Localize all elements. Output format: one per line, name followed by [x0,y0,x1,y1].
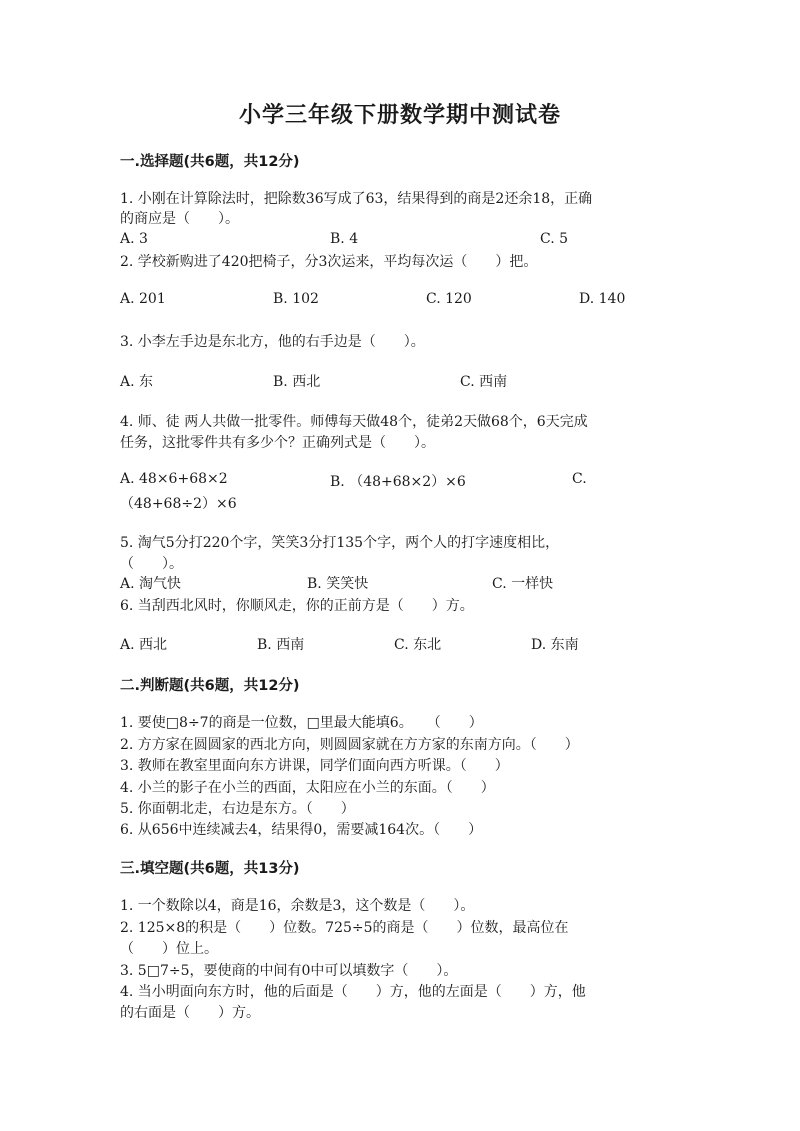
answer-option: C. 120 [426,291,472,307]
answer-option: B. 西北 [273,374,321,390]
question-line: 2. 125×8的积是（ ）位数。725÷5的商是（ ）位数，最高位在 [120,920,569,936]
question-line: 6. 当刮西北风时，你顺风走，你的正前方是（ ）方。 [120,598,474,614]
question-line: 6. 从656中连续减去4，结果得0，需要减164次。（ ） [120,822,483,838]
question-line: 3. 小李左手边是东北方，他的右手边是（ ）。 [120,334,425,350]
answer-option: A. 48×6+68×2 [120,471,228,487]
question-line: 任务，这批零件共有多少个？正确列式是（ ）。 [120,435,435,451]
question-line: 1. 小刚在计算除法时，把除数36写成了63，结果得到的商是2还余18，正确 [120,191,593,207]
answer-option: B. 102 [273,291,319,307]
answer-option: B. （48+68×2）×6 [330,474,466,490]
question-line: 2. 学校新购进了420把椅子，分3次运来，平均每次运（ ）把。 [120,254,538,270]
answer-option: B. 4 [330,231,359,247]
question-line: 5. 淘气5分打220个字，笑笑3分打135个字，两个人的打字速度相比， [120,535,560,551]
question-line: 3. 教师在教室里面向东方讲课，同学们面向西方听课。（ ） [120,758,509,774]
page-title: 小学三年级下册数学期中测试卷 [238,103,561,128]
answer-option: D. 东南 [531,637,579,653]
answer-option: （48+68÷2）×6 [120,496,237,512]
question-line: （ ）。 [120,556,183,572]
answer-option: C. 5 [540,231,569,247]
answer-option: C. [572,471,587,487]
question-line: 4. 当小明面向东方时，他的后面是（ ）方，他的左面是（ ）方，他 [120,984,586,1000]
question-line: （ ）位上。 [120,941,218,957]
answer-option: A. 淘气快 [120,576,182,592]
question-line: 的商应是（ ）。 [120,211,239,227]
question-line: 3. 5□7÷5，要使商的中间有0中可以填数字（ ）。 [120,963,458,979]
answer-option: B. 西南 [257,637,305,653]
answer-option: C. 西南 [460,374,508,390]
section-heading-fill-in: 三.填空题(共6题，共13分) [120,861,300,877]
section-heading-judgement: 二.判断题(共6题，共12分) [120,678,300,694]
answer-option: C. 东北 [394,637,442,653]
question-line: 1. 一个数除以4，商是16，余数是3，这个数是（ ）。 [120,898,475,914]
question-line: 5. 你面朝北走，右边是东方。（ ） [120,801,355,817]
answer-option: B. 笑笑快 [307,576,369,592]
question-line: 4. 师、徒 两人共做一批零件。师傅每天做48个，徒弟2天做68个，6天完成 [120,414,588,430]
section-heading-choice: 一.选择题(共6题，共12分) [120,154,300,170]
answer-option: A. 3 [120,231,148,247]
question-line: 的右面是（ ）方。 [120,1005,260,1021]
answer-option: C. 一样快 [492,576,554,592]
answer-option: A. 201 [120,291,166,307]
answer-option: A. 东 [120,374,154,390]
question-line: 4. 小兰的影子在小兰的西面，太阳应在小兰的东面。（ ） [120,780,495,796]
answer-option: A. 西北 [120,637,168,653]
question-line: 1. 要使□8÷7的商是一位数，□里最大能填6。 （ ） [120,715,483,731]
question-line: 2. 方方家在圆圆家的西北方向，则圆圆家就在方方家的东南方向。（ ） [120,737,579,753]
answer-option: D. 140 [579,291,626,307]
